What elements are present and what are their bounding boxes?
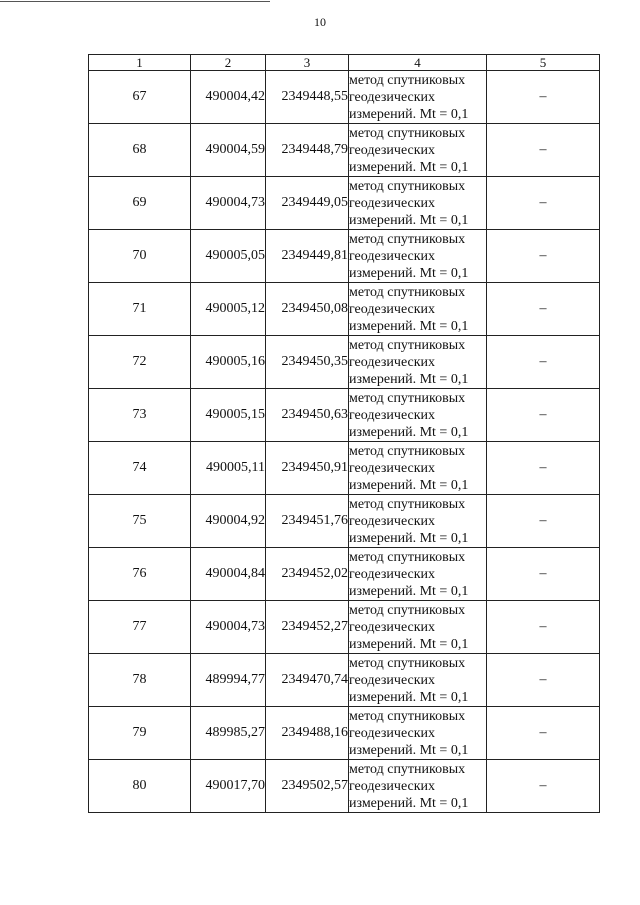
method-line: метод спутниковых [349, 655, 466, 671]
method-line: метод спутниковых [349, 337, 466, 353]
table-row [89, 71, 600, 124]
method-line: измерений. Mt = 0,1 [349, 371, 469, 387]
point-number-cell: 75 [89, 495, 191, 548]
y-coordinate-cell: 2349448,79 [266, 124, 349, 177]
x-coordinate-cell: 490005,12 [191, 283, 266, 336]
method-line: геодезических [349, 513, 436, 529]
y-coordinate-cell: 2349449,05 [266, 177, 349, 230]
x-coordinate-cell: 490004,84 [191, 548, 266, 601]
method-line: измерений. Mt = 0,1 [349, 742, 469, 758]
column-header: 1 [89, 55, 191, 71]
y-coordinate-cell: 2349450,35 [266, 336, 349, 389]
method-cell [349, 71, 487, 124]
table-row [89, 124, 600, 177]
method-line: метод спутниковых [349, 231, 466, 247]
point-number-cell: 74 [89, 442, 191, 495]
point-number-cell: 72 [89, 336, 191, 389]
column-header: 3 [266, 55, 349, 71]
point-number-cell: 67 [89, 71, 191, 124]
note-cell: – [487, 124, 600, 177]
note-cell: – [487, 707, 600, 760]
y-coordinate-cell: 2349450,91 [266, 442, 349, 495]
method-line: геодезических [349, 672, 436, 688]
method-cell [349, 283, 487, 336]
point-number-cell: 78 [89, 654, 191, 707]
method-line: геодезических [349, 195, 436, 211]
note-cell: – [487, 495, 600, 548]
method-line: геодезических [349, 354, 436, 370]
y-coordinate-cell: 2349450,63 [266, 389, 349, 442]
method-line: геодезических [349, 301, 436, 317]
method-line: измерений. Mt = 0,1 [349, 318, 469, 334]
y-coordinate-cell: 2349450,08 [266, 283, 349, 336]
point-number-cell: 68 [89, 124, 191, 177]
top-rule [0, 1, 270, 2]
method-line: метод спутниковых [349, 125, 466, 141]
method-line: метод спутниковых [349, 72, 466, 88]
page-number: 10 [314, 15, 326, 29]
method-line: геодезических [349, 566, 436, 582]
note-cell: – [487, 601, 600, 654]
note-cell: – [487, 442, 600, 495]
table-row [89, 495, 600, 548]
x-coordinate-cell: 489994,77 [191, 654, 266, 707]
point-number-cell: 77 [89, 601, 191, 654]
y-coordinate-cell: 2349451,76 [266, 495, 349, 548]
y-coordinate-cell: 2349452,27 [266, 601, 349, 654]
method-line: измерений. Mt = 0,1 [349, 424, 469, 440]
method-line: геодезических [349, 248, 436, 264]
method-line: измерений. Mt = 0,1 [349, 636, 469, 652]
note-cell: – [487, 654, 600, 707]
method-cell [349, 336, 487, 389]
table-row [89, 336, 600, 389]
column-header: 4 [349, 55, 487, 71]
table-row [89, 230, 600, 283]
method-line: метод спутниковых [349, 284, 466, 300]
x-coordinate-cell: 490005,16 [191, 336, 266, 389]
x-coordinate-cell: 490005,15 [191, 389, 266, 442]
method-line: геодезических [349, 407, 436, 423]
method-cell [349, 124, 487, 177]
y-coordinate-cell: 2349452,02 [266, 548, 349, 601]
point-number-cell: 79 [89, 707, 191, 760]
y-coordinate-cell: 2349502,57 [266, 760, 349, 813]
method-line: метод спутниковых [349, 602, 466, 618]
table-header-row [89, 55, 600, 71]
method-line: метод спутниковых [349, 443, 466, 459]
method-cell [349, 177, 487, 230]
method-line: измерений. Mt = 0,1 [349, 583, 469, 599]
note-cell: – [487, 230, 600, 283]
method-cell [349, 442, 487, 495]
table-row [89, 442, 600, 495]
method-line: измерений. Mt = 0,1 [349, 265, 469, 281]
method-line: геодезических [349, 778, 436, 794]
table-row [89, 548, 600, 601]
x-coordinate-cell: 490004,73 [191, 177, 266, 230]
x-coordinate-cell: 490004,73 [191, 601, 266, 654]
x-coordinate-cell: 490005,11 [191, 442, 266, 495]
point-number-cell: 69 [89, 177, 191, 230]
point-number-cell: 80 [89, 760, 191, 813]
note-cell: – [487, 760, 600, 813]
note-cell: – [487, 71, 600, 124]
table-row [89, 601, 600, 654]
method-line: измерений. Mt = 0,1 [349, 106, 469, 122]
coordinates-table [88, 54, 600, 813]
note-cell: – [487, 336, 600, 389]
method-cell [349, 389, 487, 442]
method-line: измерений. Mt = 0,1 [349, 477, 469, 493]
method-line: измерений. Mt = 0,1 [349, 689, 469, 705]
method-cell [349, 495, 487, 548]
method-cell [349, 230, 487, 283]
method-line: геодезических [349, 725, 436, 741]
method-line: измерений. Mt = 0,1 [349, 530, 469, 546]
method-line: измерений. Mt = 0,1 [349, 159, 469, 175]
method-cell [349, 548, 487, 601]
method-line: измерений. Mt = 0,1 [349, 795, 469, 811]
x-coordinate-cell: 489985,27 [191, 707, 266, 760]
method-line: геодезических [349, 619, 436, 635]
method-line: метод спутниковых [349, 390, 466, 406]
method-line: метод спутниковых [349, 708, 466, 724]
method-cell [349, 601, 487, 654]
table-row [89, 760, 600, 813]
table-row [89, 389, 600, 442]
x-coordinate-cell: 490005,05 [191, 230, 266, 283]
method-line: метод спутниковых [349, 761, 466, 777]
y-coordinate-cell: 2349470,74 [266, 654, 349, 707]
point-number-cell: 71 [89, 283, 191, 336]
table-row [89, 654, 600, 707]
method-line: геодезических [349, 142, 436, 158]
point-number-cell: 70 [89, 230, 191, 283]
table-row [89, 283, 600, 336]
x-coordinate-cell: 490004,92 [191, 495, 266, 548]
note-cell: – [487, 177, 600, 230]
point-number-cell: 73 [89, 389, 191, 442]
column-header: 2 [191, 55, 266, 71]
table-row [89, 177, 600, 230]
method-cell [349, 760, 487, 813]
method-line: метод спутниковых [349, 496, 466, 512]
method-line: измерений. Mt = 0,1 [349, 212, 469, 228]
method-line: метод спутниковых [349, 549, 466, 565]
method-line: геодезических [349, 89, 436, 105]
method-cell [349, 707, 487, 760]
note-cell: – [487, 283, 600, 336]
note-cell: – [487, 389, 600, 442]
y-coordinate-cell: 2349448,55 [266, 71, 349, 124]
note-cell: – [487, 548, 600, 601]
method-line: метод спутниковых [349, 178, 466, 194]
point-number-cell: 76 [89, 548, 191, 601]
table-row [89, 707, 600, 760]
y-coordinate-cell: 2349449,81 [266, 230, 349, 283]
column-header: 5 [487, 55, 600, 71]
y-coordinate-cell: 2349488,16 [266, 707, 349, 760]
x-coordinate-cell: 490004,42 [191, 71, 266, 124]
method-line: геодезических [349, 460, 436, 476]
x-coordinate-cell: 490017,70 [191, 760, 266, 813]
x-coordinate-cell: 490004,59 [191, 124, 266, 177]
method-cell [349, 654, 487, 707]
